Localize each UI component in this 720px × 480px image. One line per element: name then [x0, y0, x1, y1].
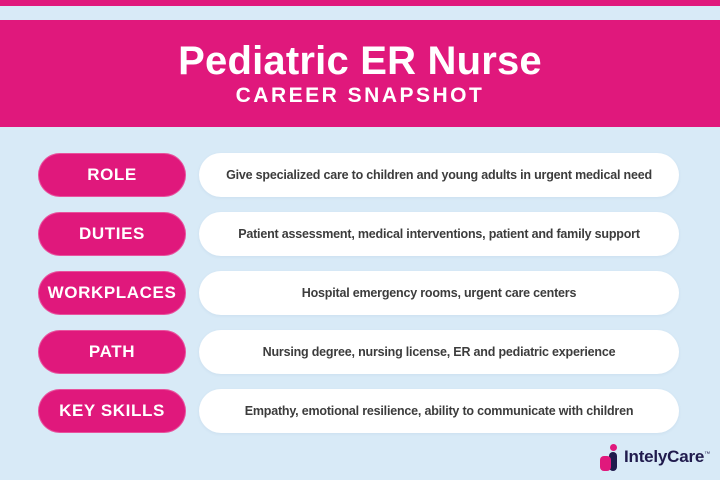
- brand-logo: [600, 442, 710, 472]
- trademark-symbol: ™: [704, 451, 710, 458]
- row-path: [38, 330, 679, 374]
- row-description: Give specialized care to children and young adults in urgent medical need: [199, 153, 679, 197]
- row-description: Hospital emergency rooms, urgent care centers: [199, 271, 679, 315]
- career-rows: [38, 153, 679, 433]
- header-band: [0, 20, 720, 127]
- row-duties: [38, 212, 679, 256]
- row-label-pill: WORKPLACES: [38, 271, 186, 315]
- row-description: Patient assessment, medical interventions, patient and family support: [199, 212, 679, 256]
- brand-wordmark: [624, 447, 710, 467]
- row-role: [38, 153, 679, 197]
- row-label-pill: KEY SKILLS: [38, 389, 186, 433]
- row-key-skills: [38, 389, 679, 433]
- row-workplaces: [38, 271, 679, 315]
- row-label-pill: DUTIES: [38, 212, 186, 256]
- row-label-pill: ROLE: [38, 153, 186, 197]
- row-label-pill: PATH: [38, 330, 186, 374]
- logo-dot-shape: [610, 444, 617, 451]
- row-description: Empathy, emotional resilience, ability to communicate with children: [199, 389, 679, 433]
- brand-text: IntelyCare: [623, 447, 705, 466]
- top-accent-strip: [0, 0, 720, 6]
- logo-block-shape: [600, 456, 611, 471]
- intelycare-logo-icon: [600, 443, 619, 471]
- page-title: Pediatric ER Nurse: [178, 38, 542, 83]
- page-subtitle: CAREER SNAPSHOT: [235, 83, 485, 107]
- row-description: Nursing degree, nursing license, ER and pediatric experience: [199, 330, 679, 374]
